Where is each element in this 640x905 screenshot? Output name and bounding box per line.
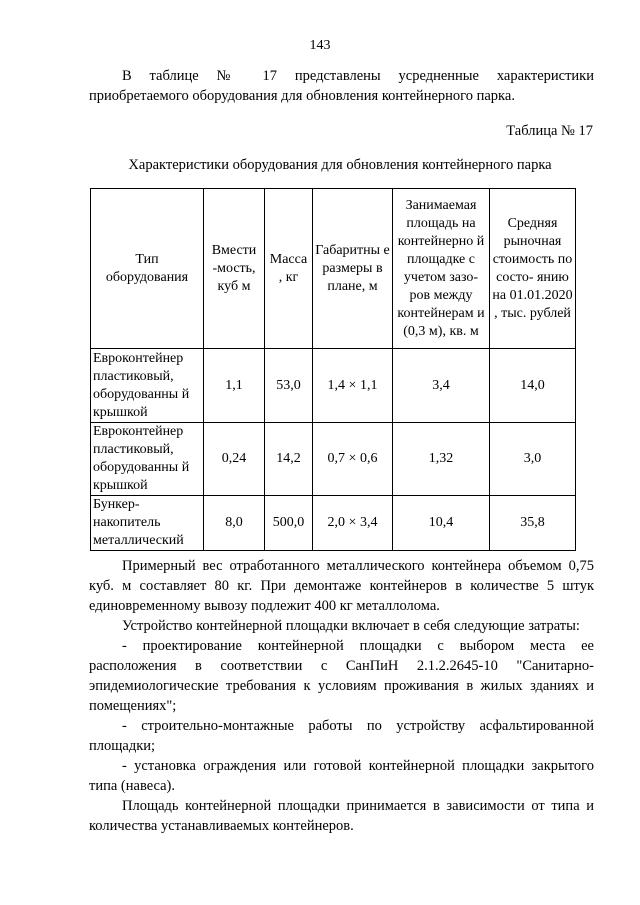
table-row (91, 423, 576, 496)
table-number: Таблица № 17 (506, 123, 593, 139)
cell-mass: 14,2 (265, 423, 313, 496)
list-item-fencing: - установка ограждения или готовой контейнерной площадки закрытого типа (навеса). (89, 758, 594, 794)
paragraph-costs-intro: Устройство контейнерной площадки включает в себя следующие затраты: (122, 618, 580, 634)
cell-price: 35,8 (490, 496, 576, 551)
header-mass: Масса , кг (265, 189, 313, 349)
list-item-design: - проектирование контейнерной площадки с выбором места ее расположения в соответствии с СанПиН 2.1.2.2645-10 "Санитарно-эпидемиологические требования к условиям проживания в жилых зданиях и помещениях"; (89, 638, 594, 714)
table-header-row (91, 189, 576, 349)
cell-area: 3,4 (393, 349, 490, 423)
cell-type: Бункер- накопитель металлический (91, 496, 204, 551)
page-number: 143 (309, 38, 331, 53)
intro-line-2: приобретаемого оборудования для обновления контейнерного парка. (89, 88, 515, 104)
equipment-table (90, 188, 576, 551)
cell-type: Евроконтейнер пластиковый, оборудованны й крышкой (91, 349, 204, 423)
cell-capacity: 0,24 (204, 423, 265, 496)
paragraph-area: Площадь контейнерной площадки принимается в зависимости от типа и количества устанавливаемых контейнеров. (89, 798, 594, 834)
cell-area: 10,4 (393, 496, 490, 551)
cell-dimensions: 2,0 × 3,4 (313, 496, 393, 551)
cell-capacity: 8,0 (204, 496, 265, 551)
table-title: Характеристики оборудования для обновления контейнерного парка (128, 157, 552, 173)
list-item-construction: - строительно-монтажные работы по устройству асфальтированной площадки; (89, 718, 594, 754)
intro-paragraph (89, 66, 594, 106)
cell-price: 14,0 (490, 349, 576, 423)
cell-mass: 500,0 (265, 496, 313, 551)
table-row (91, 349, 576, 423)
header-type: Тип оборудования (91, 189, 204, 349)
cell-area: 1,32 (393, 423, 490, 496)
cell-type: Евроконтейнер пластиковый, оборудованны й крышкой (91, 423, 204, 496)
table-row (91, 496, 576, 551)
cell-mass: 53,0 (265, 349, 313, 423)
cell-price: 3,0 (490, 423, 576, 496)
header-price: Средняя рыночная стоимость по состо- янию на 01.01.2020 , тыс. рублей (490, 189, 576, 349)
cell-dimensions: 1,4 × 1,1 (313, 349, 393, 423)
body-text (89, 556, 594, 836)
cell-dimensions: 0,7 × 0,6 (313, 423, 393, 496)
header-capacity: Вмести -мость, куб м (204, 189, 265, 349)
paragraph-container-weight: Примерный вес отработанного металлического контейнера объемом 0,75 куб. м составляет 80 кг. При демонтаже контейнеров в количестве 5 штук единовременному вывозу подлежит 400 кг металлолома. (89, 558, 594, 614)
header-dimensions: Габаритны е размеры в плане, м (313, 189, 393, 349)
cell-capacity: 1,1 (204, 349, 265, 423)
header-area: Занимаемая площадь на контейнерно й площадке с учетом зазо- ров между контейнерам и (0,3 м), кв. м (393, 189, 490, 349)
intro-line-1: В таблице № 17 представлены усредненные характеристики (122, 68, 594, 84)
